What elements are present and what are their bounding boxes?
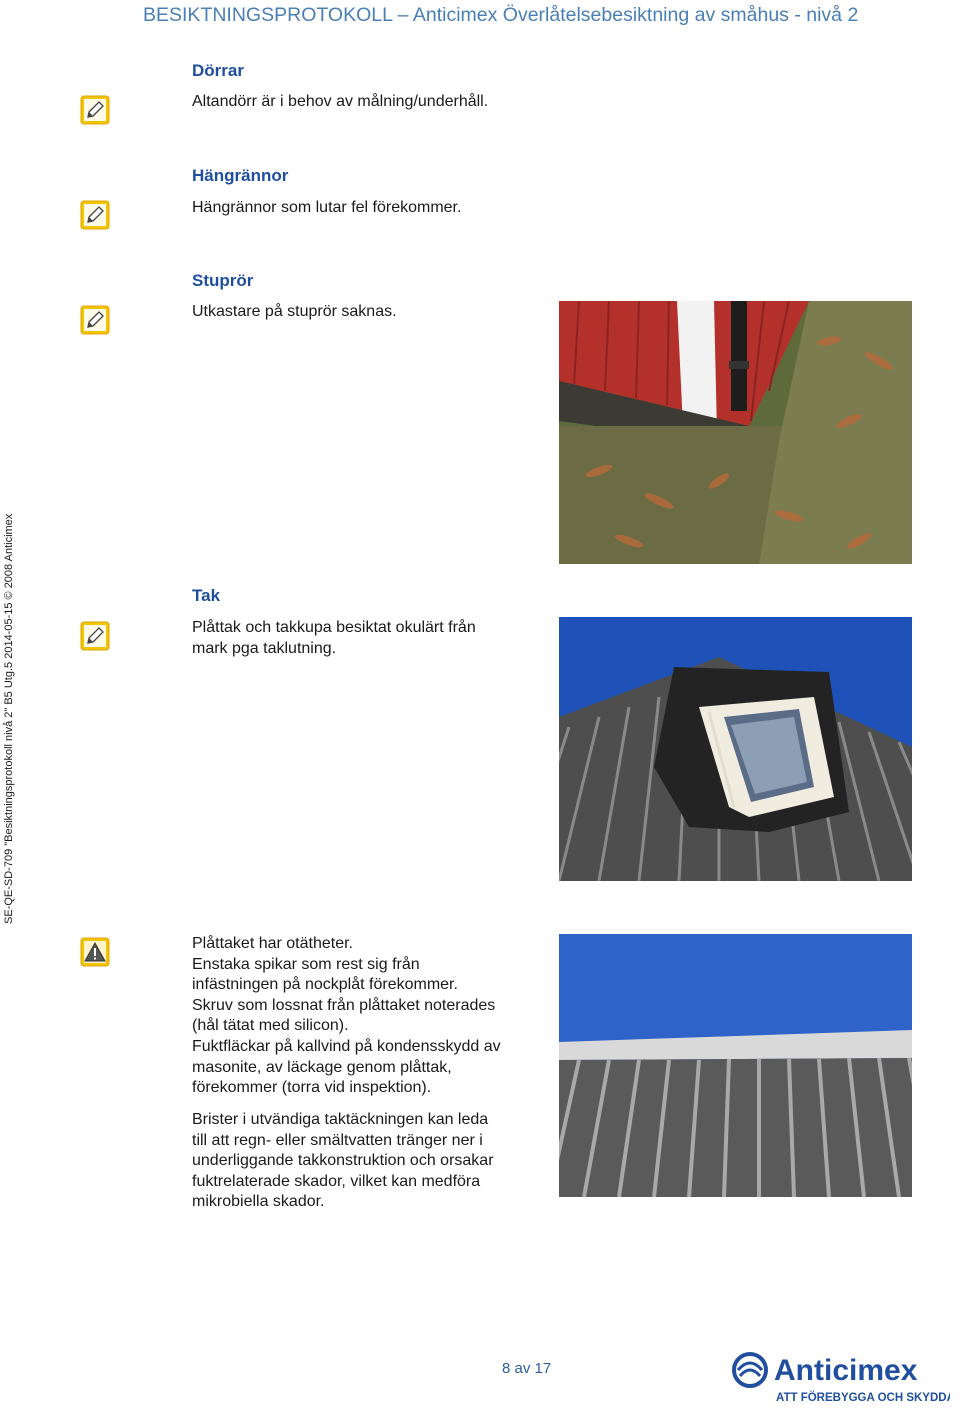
section-title-hangrannor: Hängrännor [192,166,289,185]
logo-wordmark: Anticimex [774,1354,918,1387]
section-title-tak: Tak [192,586,221,605]
page-number: 8 av 17 [502,1360,552,1377]
section-title-dorrar: Dörrar [192,61,244,80]
section-text-hangrannor: Hängrännor som lutar fel förekommer. [192,199,462,216]
section-text-dorrar: Altandörr är i behov av målning/underhåll. [192,93,489,110]
anticimex-logo [730,1350,950,1406]
section-title-stupror: Stuprör [192,271,254,290]
document-header: BESIKTNINGSPROTOKOLL – Anticimex Överlåtelsebesiktning av småhus - nivå 2 [143,4,859,26]
warning-icon [80,937,110,967]
pencil-icon [80,95,110,125]
side-note [0,0,20,1411]
pencil-icon [80,305,110,335]
photo-roof-ridge [559,934,912,1197]
pencil-icon [80,621,110,651]
section-text-stupror: Utkastare på stuprör saknas. [192,303,397,320]
logo-tagline: ATT FÖREBYGGA OCH SKYDDA [776,1392,950,1404]
consequence-text: Brister i utvändiga taktäckningen kan leda till att regn- eller smältvatten tränger ner i underliggande takkonstruktion och orsakar fuktrelaterade skador, vilket kan medföra mikrobiella skador. [192,1111,494,1211]
pencil-icon [80,200,110,230]
warning-text: Plåttaket har otätheter. Enstaka spikar som rest sig från infästningen på nockplåt förekommer. Skruv som lossnat från plåttaket noterades (hål tätat med silicon). Fuktfläckar på kallvind på kondensskydd av masonite, av läckage genom plåttak, förekommer (torra vid inspektion). [192,935,501,1097]
photo-dormer [559,617,912,881]
section-text-tak: Plåttak och takkupa besiktat okulärt från mark pga taklutning. [192,619,476,657]
side-note-text: SE-QE-SD-709 "Besiktningsprotokoll nivå 2" B5 Utg.5 2014-05-15 © 2008 Anticimex [3,513,15,924]
photo-downspout [559,301,912,564]
